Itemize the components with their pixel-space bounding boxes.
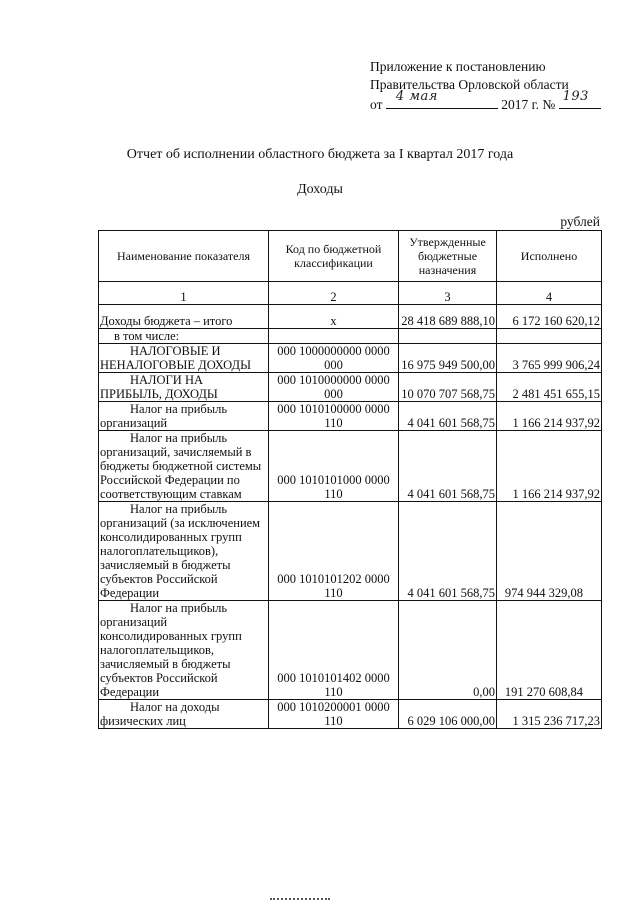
table-row <box>99 373 602 402</box>
number-underline <box>559 89 601 109</box>
total-executed: 6 172 160 620,12 <box>497 305 602 329</box>
row-code: 000 1010100000 0000 110 <box>269 402 399 431</box>
header-executed: Исполнено <box>497 231 602 282</box>
row-name: Налог на прибыль организаций консолидированных групп налогоплательщиков, зачисляемый в бюджеты субъектов Российской Федерации <box>99 601 269 700</box>
appendix-header <box>370 58 620 114</box>
row-approved: 10 070 707 568,75 <box>399 373 497 402</box>
table-header-row <box>99 231 602 282</box>
column-number: 4 <box>497 282 602 305</box>
appendix-date-line <box>370 89 620 114</box>
column-number: 2 <box>269 282 399 305</box>
report-subtitle: Доходы <box>297 182 343 197</box>
total-row <box>99 305 602 329</box>
column-number: 1 <box>99 282 269 305</box>
year-number-label: 2017 г. № <box>501 97 556 112</box>
header-name: Наименование показателя <box>99 231 269 282</box>
header-code: Код по бюджетной классификации <box>269 231 399 282</box>
row-approved: 16 975 949 500,00 <box>399 344 497 373</box>
including-row <box>99 329 602 344</box>
handwritten-number: 193 <box>562 89 589 104</box>
row-code: 000 1000000000 0000 000 <box>269 344 399 373</box>
including-label: в том числе: <box>99 329 269 344</box>
row-code: 000 1010101000 0000 110 <box>269 431 399 502</box>
row-executed: 1 315 236 717,23 <box>497 700 602 729</box>
row-executed: 3 765 999 906,24 <box>497 344 602 373</box>
column-number-row <box>99 282 602 305</box>
row-approved: 4 041 601 568,75 <box>399 402 497 431</box>
appendix-line-2: Правительства Орловской области <box>370 77 569 92</box>
row-name: Налог на прибыль организаций <box>99 402 269 431</box>
row-executed: 1 166 214 937,92 <box>497 402 602 431</box>
from-label: от <box>370 97 383 112</box>
row-code: 000 1010200001 0000 110 <box>269 700 399 729</box>
row-approved: 4 041 601 568,75 <box>399 431 497 502</box>
column-number: 3 <box>399 282 497 305</box>
row-code: 000 1010101202 0000 110 <box>269 502 399 601</box>
row-name: НАЛОГИ НА ПРИБЫЛЬ, ДОХОДЫ <box>99 373 269 402</box>
row-executed: 2 481 451 655,15 <box>497 373 602 402</box>
header-approved: Утвержденные бюджетные назначения <box>399 231 497 282</box>
revenue-table <box>98 230 602 729</box>
row-approved: 6 029 106 000,00 <box>399 700 497 729</box>
row-executed: 1 166 214 937,92 <box>497 431 602 502</box>
table-row <box>99 502 602 601</box>
row-executed: 974 944 329,08 <box>497 502 602 601</box>
table-row <box>99 431 602 502</box>
row-name: Налог на доходы физических лиц <box>99 700 269 729</box>
handwritten-date: 4 мая <box>395 89 438 104</box>
row-code: 000 1010000000 0000 000 <box>269 373 399 402</box>
table-row <box>99 700 602 729</box>
row-code: 000 1010101402 0000 110 <box>269 601 399 700</box>
row-executed: 191 270 608,84 <box>497 601 602 700</box>
appendix-line-1: Приложение к постановлению <box>370 59 546 74</box>
row-approved: 4 041 601 568,75 <box>399 502 497 601</box>
table-row <box>99 402 602 431</box>
total-code: х <box>269 305 399 329</box>
empty-cell <box>269 329 399 344</box>
row-name: Налог на прибыль организаций (за исключением консолидированных групп налогоплательщиков), зачисляемый в бюджеты субъектов Российской Федерации <box>99 502 269 601</box>
units-label: рублей <box>560 214 600 229</box>
table-row <box>99 601 602 700</box>
row-approved: 0,00 <box>399 601 497 700</box>
row-name: Налог на прибыль организаций, зачисляемый в бюджеты бюджетной системы Российской Федерации по соответствующим ставкам <box>99 431 269 502</box>
page-edge-mark <box>270 898 330 904</box>
date-underline <box>386 89 498 109</box>
total-name: Доходы бюджета – итого <box>99 305 269 329</box>
report-title: Отчет об исполнении областного бюджета за I квартал 2017 года <box>126 147 514 162</box>
total-approved: 28 418 689 888,10 <box>399 305 497 329</box>
empty-cell <box>399 329 497 344</box>
row-name: НАЛОГОВЫЕ И НЕНАЛОГОВЫЕ ДОХОДЫ <box>99 344 269 373</box>
empty-cell <box>497 329 602 344</box>
table-row <box>99 344 602 373</box>
